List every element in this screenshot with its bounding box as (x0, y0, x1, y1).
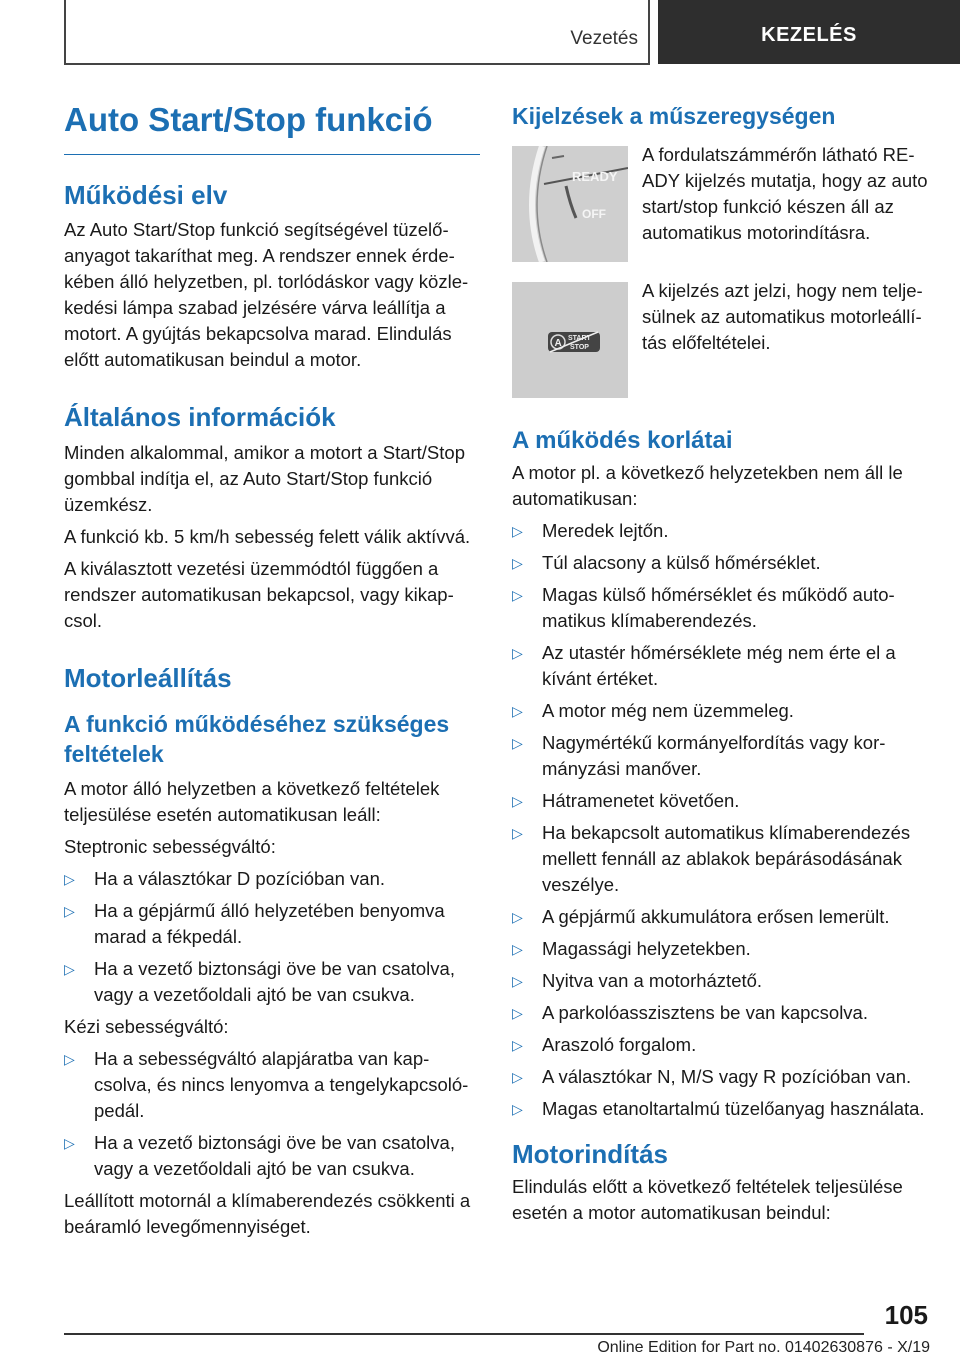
indicator-ready-row (512, 143, 928, 262)
list-item: ▷ Ha a választókar D pozícióban van. (64, 866, 480, 892)
start-label: START (568, 334, 591, 342)
heading-motorinditas: Motorindítás (512, 1138, 668, 1169)
list-item: ▷ Magas etanoltartalmú tüzelőanyag használata. (512, 1096, 928, 1122)
paragraph-mukodesi-elv: Az Auto Start/Stop funkció segítségével tüzelőanyagot takaríthat meg. A rendszer ennek érdekében álló helyzetben, pl. torlódáskor vagy közlekedési lámpa szabad jelzésére várva leállítja a motort. A gyújtás bekapcsolva marad. Elindulás előtt automatikusan beindul a motor. (64, 219, 469, 371)
list-item: ▷ Ha a vezető biztonsági öve be van csatolva, vagy a vezetőoldali ajtó be van csukva. (64, 957, 455, 1005)
ready-label: READY (572, 168, 618, 184)
footer-rule (64, 1333, 864, 1335)
header-rule-left (64, 0, 66, 64)
triangle-bullet-icon: ▷ (512, 734, 523, 751)
heading-mukodes-korlatai: A működés korlátai (512, 426, 733, 454)
startstop-indicator-image (512, 282, 628, 398)
paragraph-motorinditas: Elindulás előtt a következő feltételek teljesülése esetén a motor automatikusan beindul: (512, 1176, 903, 1224)
list-item: ▷ Ha a vezető biztonsági öve be van csatolva, vagy a vezetőoldali ajtó be van csukva. (64, 1131, 455, 1179)
page-number: 105 (884, 1300, 928, 1330)
paragraph-altalanos-1: Minden alkalommal, amikor a motort a Start/Stop gombbal indítja el, az Auto Start/Stop funkció üzemkész. (64, 441, 465, 515)
list-item: ▷ A parkolóasszisztens be van kapcsolva. (512, 1000, 928, 1026)
triangle-bullet-icon: ▷ (512, 644, 523, 661)
triangle-bullet-icon: ▷ (512, 522, 523, 539)
list-item: ▷ Túl alacsony a külső hőmérséklet. (512, 550, 928, 576)
list-item: ▷ Ha bekapcsolt automatikus klímaberendezés mellett fennáll az ablakok bepárásodásának veszélye. (512, 821, 911, 895)
subheading-feltetelek: A funkció működéséhez szükséges feltételek (64, 711, 450, 767)
triangle-bullet-icon: ▷ (512, 1068, 523, 1085)
triangle-bullet-icon: ▷ (512, 702, 523, 719)
stop-label: STOP (570, 343, 589, 351)
triangle-bullet-icon: ▷ (512, 586, 523, 603)
triangle-bullet-icon: ▷ (64, 960, 75, 977)
triangle-bullet-icon: ▷ (64, 870, 75, 887)
triangle-bullet-icon: ▷ (64, 902, 75, 919)
paragraph-klima: Leállított motornál a klímaberendezés csökkenti a beáramló levegőmennyiséget. (64, 1189, 471, 1237)
list-kezi (64, 1046, 480, 1182)
paragraph-steptronic: Steptronic sebességváltó: (64, 835, 276, 857)
tachometer-ready-icon (512, 146, 628, 262)
list-item: ▷ Az utastér hőmérséklete még nem érte el a kívánt értéket. (512, 641, 896, 689)
list-item: ▷ Nyitva van a motorháztető. (512, 968, 928, 994)
tachometer-ready-image (512, 146, 628, 262)
header-rule-bottom (64, 63, 650, 65)
triangle-bullet-icon: ▷ (512, 940, 523, 957)
list-item: ▷ A motor még nem üzemmeleg. (512, 698, 928, 724)
paragraph-altalanos-2: A funkció kb. 5 km/h sebesség felett válik aktívvá. (64, 525, 471, 547)
list-item: ▷ Meredek lejtőn. (512, 518, 928, 544)
heading-kijelzesek: Kijelzések a műszeregységen (512, 103, 836, 129)
page-title: Auto Start/Stop funkció (64, 100, 480, 155)
list-item: ▷ Araszoló forgalom. (512, 1032, 928, 1058)
triangle-bullet-icon: ▷ (64, 1050, 75, 1067)
auto-start-stop-crossed-icon (512, 282, 628, 398)
triangle-bullet-icon: ▷ (512, 908, 523, 925)
right-column (512, 100, 928, 1226)
list-item: ▷ A gépjármű akkumulátora erősen lemerült. (512, 904, 928, 930)
list-item: ▷ Ha a gépjármű álló helyzetében benyomva marad a fékpedál. (64, 899, 445, 947)
heading-motorleallitas: Motorleállítás (64, 662, 232, 693)
paragraph-kezi: Kézi sebességváltó: (64, 1015, 229, 1037)
triangle-bullet-icon: ▷ (512, 1036, 523, 1053)
header-rule-middle (648, 0, 650, 64)
off-label: OFF (582, 206, 606, 221)
list-item: ▷ Magas külső hőmérséklet és működő automatikus klímaberendezés. (512, 583, 895, 631)
header-chapter-label: KEZELÉS (658, 0, 960, 64)
triangle-bullet-icon: ▷ (512, 1100, 523, 1117)
triangle-bullet-icon: ▷ (512, 824, 523, 841)
left-column (64, 100, 480, 1240)
list-item: ▷ Ha a sebességváltó alapjáratba van kapcsolva, és nincs lenyomva a tengelykapcsolópedál. (64, 1047, 469, 1121)
heading-mukodesi-elv: Működési elv (64, 179, 228, 210)
paragraph-korlatai-intro: A motor pl. a következő helyzetekben nem áll le automatikusan: (512, 461, 903, 509)
triangle-bullet-icon: ▷ (512, 972, 523, 989)
list-steptronic (64, 866, 480, 1008)
list-item: ▷ Nagymértékű kormányelfordítás vagy kormányzási manőver. (512, 731, 886, 779)
paragraph-altalanos-3: A kiválasztott vezetési üzemmódtól függően a rendszer automatikusan bekapcsol, vagy kikapcsol. (64, 557, 454, 631)
heading-altalanos-informaciok: Általános információk (64, 402, 336, 433)
paragraph-feltetelek-intro: A motor álló helyzetben a következő feltételek teljesülése esetén automatikusan leáll: (64, 777, 440, 825)
list-korlatai (512, 518, 928, 1122)
triangle-bullet-icon: ▷ (512, 554, 523, 571)
list-item: ▷ A választókar N, M/S vagy R pozícióban van. (512, 1064, 928, 1090)
start-stop-a-label: A (554, 337, 562, 349)
edition-label: Online Edition for Part no. 01402630876 - X/19 (597, 1339, 930, 1356)
triangle-bullet-icon: ▷ (64, 1134, 75, 1151)
list-item: ▷ Magassági helyzetekben. (512, 936, 928, 962)
paragraph-startstop-indicator: A kijelzés azt jelzi, hogy nem teljesülnek az automatikus motorleállítás előfeltételei. (642, 279, 923, 353)
indicator-startstop-row (512, 279, 928, 398)
paragraph-ready-indicator: A fordulatszámmérőn látható READY kijelzés mutatja, hogy az auto start/stop funkció készen áll az automatikus motorindításra. (642, 143, 928, 243)
triangle-bullet-icon: ▷ (512, 792, 523, 809)
triangle-bullet-icon: ▷ (512, 1004, 523, 1021)
header-section-label: Vezetés (570, 28, 638, 49)
list-item: ▷ Hátramenetet követően. (512, 788, 928, 814)
